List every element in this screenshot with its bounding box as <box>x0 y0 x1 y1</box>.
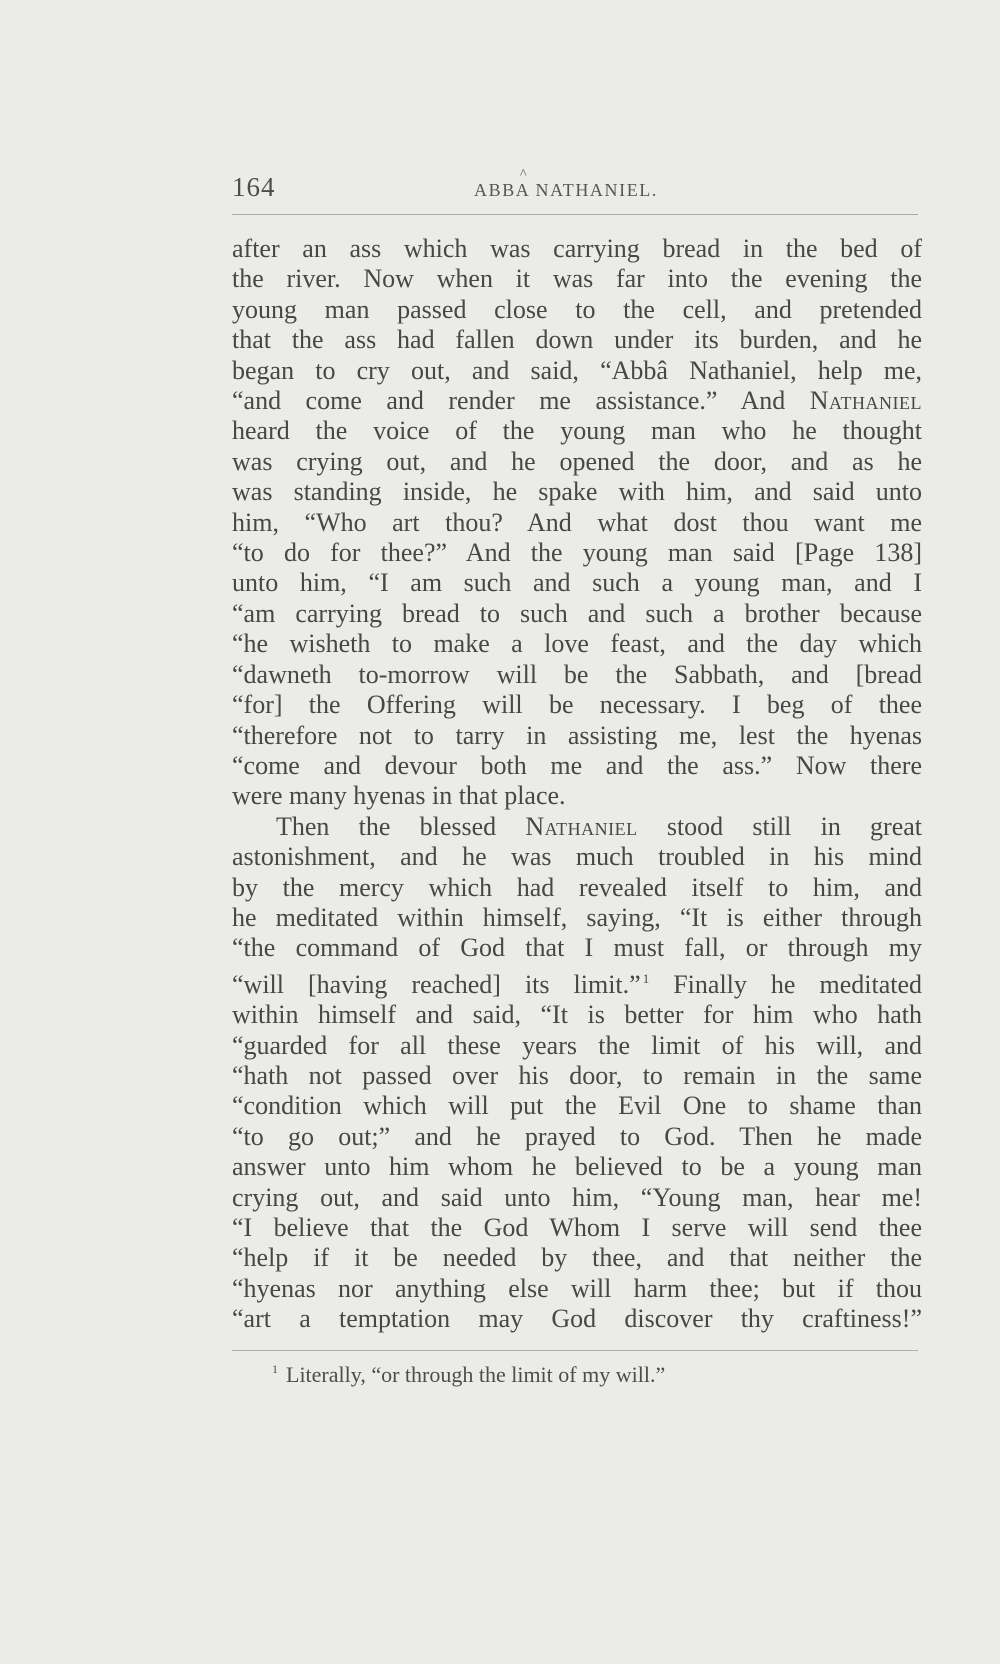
text-line: heard the voice of the young man who he thought <box>232 416 922 446</box>
page-header <box>232 167 918 212</box>
text-line: “therefore not to tarry in assisting me, lest the hyenas <box>232 720 922 750</box>
text-line: “I believe that the God Whom I serve will send thee <box>232 1213 922 1242</box>
footnote-marker: 1 <box>272 1362 278 1376</box>
running-head-text: ABBA NATHANIEL. <box>474 180 658 200</box>
circumflex-accent: ^ <box>520 167 529 182</box>
footnote-reference: 1 <box>642 970 650 986</box>
name-smallcaps: Nathaniel <box>525 811 638 841</box>
page-number: 164 <box>232 172 276 202</box>
text-line: him, “Who art thou? And what dost thou want me <box>232 507 922 537</box>
text-segment: “and come and render me assistance.” And <box>232 386 810 416</box>
text-line: “help if it be needed by thee, and that neither the <box>232 1243 922 1273</box>
text-line: “to go out;” and he prayed to God. Then he made <box>232 1121 922 1151</box>
footnote-rule <box>232 1350 918 1351</box>
text-line: within himself and said, “It is better for him who hath <box>232 1000 922 1030</box>
text-line: astonishment, and he was much troubled in his mind <box>232 842 922 872</box>
footnote-text: Literally, “or through the limit of my will.” <box>286 1362 666 1387</box>
text-line: were many hyenas in that place. <box>232 781 566 811</box>
footnote <box>272 1362 665 1388</box>
text-line: he meditated within himself, saying, “It is either through <box>232 902 922 932</box>
text-line <box>232 386 922 416</box>
text-line: “he wisheth to make a love feast, and the day which <box>232 629 922 659</box>
text-line: by the mercy which had revealed itself to him, and <box>232 872 922 902</box>
text-line: “dawneth to-morrow will be the Sabbath, and [bread <box>232 659 922 689</box>
text-line: unto him, “I am such and such a young man, and I <box>232 568 922 598</box>
text-line: “for] the Offering will be necessary. I beg of thee <box>232 690 922 720</box>
text-line: the river. Now when it was far into the evening the <box>232 264 922 294</box>
text-segment: Finally he meditated <box>649 969 922 999</box>
text-line: “hath not passed over his door, to remain in the same <box>232 1060 922 1090</box>
text-line: began to cry out, and said, “Abbâ Nathaniel, help me, <box>232 355 922 385</box>
text-line: “to do for thee?” And the young man said [Page 138] <box>232 538 922 568</box>
text-line: young man passed close to the cell, and pretended <box>232 294 922 324</box>
text-line: crying out, and said unto him, “Young man, hear me! <box>232 1182 922 1212</box>
running-head <box>474 167 658 201</box>
name-smallcaps: Nathaniel <box>809 386 922 416</box>
text-segment: “will [having reached] its limit.” <box>232 969 641 999</box>
text-line: “am carrying bread to such and such a brother because <box>232 598 922 628</box>
text-line: “hyenas nor anything else will harm thee; but if thou <box>232 1273 922 1303</box>
text-line: “art a temptation may God discover thy craftiness!” <box>232 1304 922 1334</box>
text-line: was crying out, and he opened the door, and as he <box>232 446 922 476</box>
text-segment: stood still in great <box>637 811 922 841</box>
text-line: was standing inside, he spake with him, and said unto <box>232 477 922 507</box>
text-line: “come and devour both me and the ass.” Now there <box>232 750 922 780</box>
text-line <box>232 812 922 842</box>
text-line: “condition which will put the Evil One to shame than <box>232 1091 922 1121</box>
text-line: answer unto him whom he believed to be a young man <box>232 1152 922 1182</box>
text-line: that the ass had fallen down under its burden, and he <box>232 325 922 355</box>
header-rule <box>232 214 918 215</box>
text-segment: Then the blessed <box>276 811 526 841</box>
text-line: “the command of God that I must fall, or through my <box>232 933 922 963</box>
text-line: after an ass which was carrying bread in the bed of <box>232 234 922 263</box>
text-line <box>232 964 922 1000</box>
body-text <box>232 234 922 1335</box>
text-line: “guarded for all these years the limit of his will, and <box>232 1030 922 1060</box>
